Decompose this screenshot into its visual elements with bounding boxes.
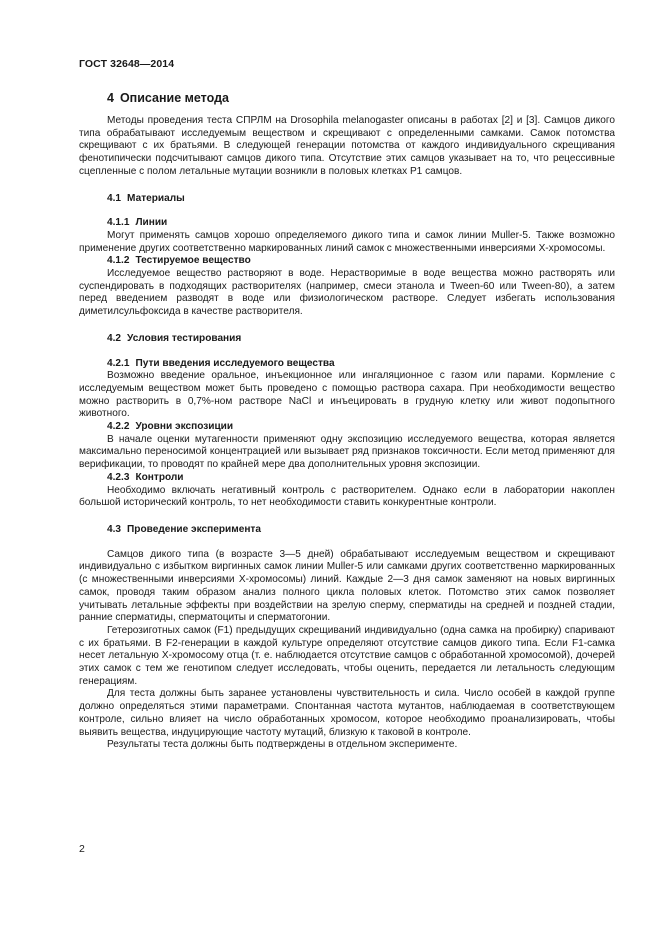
paragraph-lines: Могут применять самцов хорошо определяемого дикого типа и самок линии Muller-5. Также возможно применение других соответственно маркированных линий самок с множественными инверсиями X-хромосомы. bbox=[79, 229, 615, 254]
standard-header: ГОСТ 32648—2014 bbox=[79, 58, 175, 70]
section-title: Описание метода bbox=[119, 91, 229, 105]
clause-title: Пути введения исследуемого вещества bbox=[135, 357, 335, 369]
paragraph-controls: Необходимо включать негативный контроль с растворителем. Однако если в лаборатории накоплен большой исторический контроль, то нет необходимости ставить конкурентные контроли. bbox=[79, 484, 615, 509]
clause-title: Уровни экспозиции bbox=[135, 421, 234, 433]
subsection-number: 4.2 bbox=[107, 332, 122, 344]
subsection-heading-4-1 bbox=[107, 193, 615, 206]
clause-number: 4.1.2 bbox=[107, 255, 130, 267]
document-body bbox=[79, 90, 615, 752]
clause-number: 4.2.1 bbox=[107, 357, 130, 369]
subsection-title: Условия тестирования bbox=[127, 332, 242, 344]
paragraph-experiment-1: Самцов дикого типа (в возрасте 3—5 дней) обрабатывают исследуемым веществом и скрещивают индивидуально с избытком виргинных самок линии Muller-5 или самками других соответственно маркированных (с множественными инверсиями X-хромосомы) линий. Каждые 2—3 дня самок заменяют на новых виргинных самок, проводя таким образом анализ полного цикла половых клеток. Потомство этих самок позволяет учитывать летальные эффекты при воздействии на зрелую сперму, сперматиды на средней и поздней стадии, ранние сперматиды, сперматоциты и сперматогонии. bbox=[79, 548, 615, 624]
clause-number: 4.2.2 bbox=[107, 421, 130, 433]
clause-heading-4-2-2 bbox=[107, 421, 615, 434]
paragraph-experiment-3: Для теста должны быть заранее установлены чувствительность и сила. Число особей в каждой группе должно определяться этими параметрами. Спонтанная частота мутантов, наблюдаемая в соответствующем контроле, сильно влияет на число обработанных хромосом, которое необходимо проанализировать, чтобы выявить вещества, индуцирующие частоту мутаций, близкую к таковой в контроле. bbox=[79, 688, 615, 738]
clause-heading-4-1-2 bbox=[107, 255, 615, 268]
paragraph-routes: Возможно введение оральное, инъекционное или ингаляционное с газом или парами. Кормление с исследуемым веществом может быть проведено с помощью раствора сахара. При необходимости вещество можно растворить в 0,7%-ном растворе NaCl и инъецировать в грудную клетку или живот подопытного животного. bbox=[79, 370, 615, 420]
paragraph-test-substance: Исследуемое вещество растворяют в воде. Нерастворимые в воде вещества можно растворять или суспендировать в подходящих растворителях (например, смеси этанола и Tween-60 или Tween-80), а затем перед введением разводят в воде или физиологическом растворе. Следует избегать использования диметилсульфоксида в качестве растворителя. bbox=[79, 268, 615, 318]
clause-number: 4.1.1 bbox=[107, 217, 130, 229]
subsection-heading-4-2 bbox=[107, 333, 615, 346]
paragraph-experiment-4: Результаты теста должны быть подтверждены в отдельном эксперименте. bbox=[107, 739, 458, 751]
clause-title: Контроли bbox=[135, 471, 184, 483]
section-heading-4 bbox=[107, 90, 615, 106]
clause-heading-4-1-1 bbox=[107, 217, 615, 230]
intro-paragraph: Методы проведения теста СПРЛМ на Drosophila melanogaster описаны в работах [2] и [3]. Самцов дикого типа обрабатывают исследуемым веществом и скрещивают с определенными самками. Самок потомства скрещивают с их братьями. В следующей генерации потомства от каждого индивидуального скрещивания фенотипически подсчитывают самцов дикого типа. Отсутствие этих самцов указывает на то, что рецессивные сцепленные с полом летальные мутации возникли в половых клетках P1 самцов. bbox=[79, 115, 615, 177]
subsection-title: Проведение эксперимента bbox=[127, 523, 261, 535]
paragraph-experiment-2: Гетерозиготных самок (F1) предыдущих скрещиваний индивидуально (одна самка на пробирку) спаривают с их братьями. В F2-генерации в каждой культуре определяют отсутствие самцов дикого типа. Если F1-самка несет летальную X-хромосому отца (т. е. наблюдается отсутствие самцов с обработанной хромосомой), дочерей этих самок с тем же генотипом следует исследовать, чтобы оценить, передается ли летальность следующим генерациям. bbox=[79, 624, 615, 687]
page-number: 2 bbox=[79, 843, 85, 855]
clause-number: 4.2.3 bbox=[107, 471, 130, 483]
subsection-number: 4.1 bbox=[107, 192, 122, 204]
clause-heading-4-2-3 bbox=[107, 472, 615, 485]
subsection-title: Материалы bbox=[127, 192, 185, 204]
clause-title: Линии bbox=[135, 217, 168, 229]
section-number: 4 bbox=[107, 91, 114, 105]
clause-title: Тестируемое вещество bbox=[135, 255, 251, 267]
paragraph-exposure: В начале оценки мутагенности применяют одну экспозицию исследуемого вещества, которая является максимально переносимой концентрацией или вызывает ряд признаков токсичности. Если метод применяют для верификации, то проводят по крайней мере два дополнительных уровня экспозиции. bbox=[79, 433, 615, 471]
clause-heading-4-2-1 bbox=[107, 358, 615, 371]
subsection-heading-4-3 bbox=[107, 524, 615, 537]
subsection-number: 4.3 bbox=[107, 523, 122, 535]
